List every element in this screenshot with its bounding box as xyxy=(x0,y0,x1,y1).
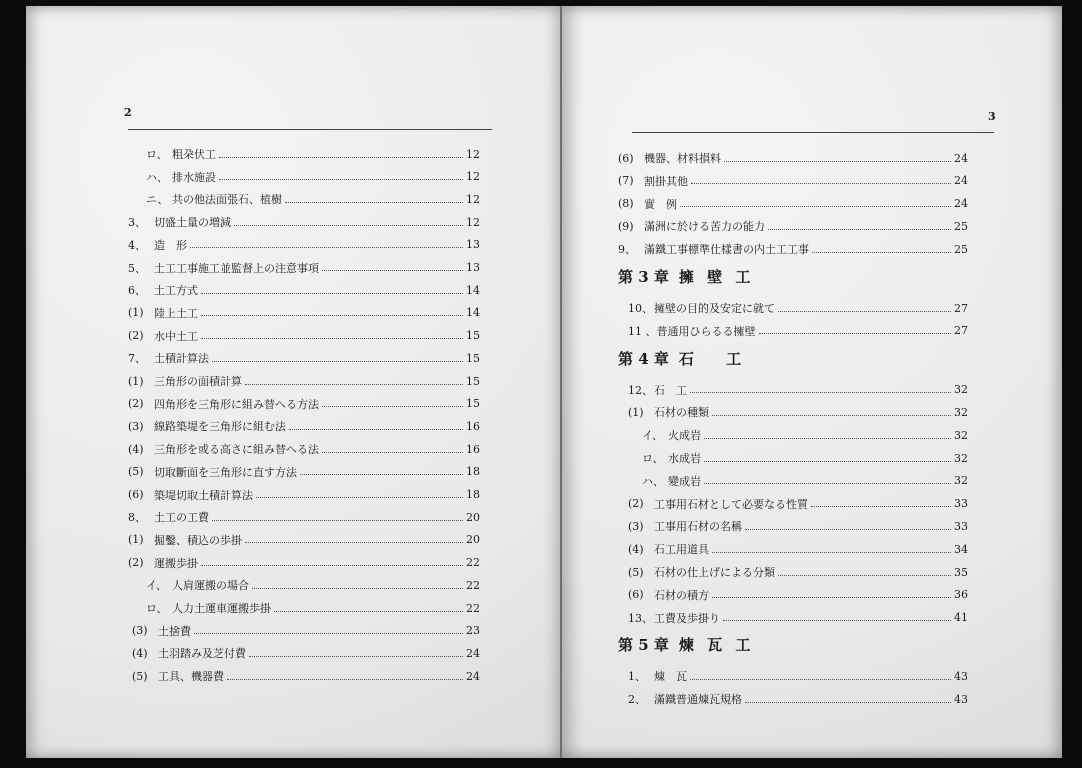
entry-number: (3) xyxy=(132,624,148,638)
toc-entry xyxy=(128,303,480,323)
toc-entry xyxy=(128,530,480,550)
toc-entry xyxy=(618,516,968,536)
left-page xyxy=(26,6,562,758)
entry-page: 15 xyxy=(466,397,480,411)
entry-title: 三角形を或る高さに組み替へる法 xyxy=(154,443,319,457)
entry-number: (5) xyxy=(132,669,148,683)
entry-page: 23 xyxy=(466,624,480,638)
entry-number: 2、 xyxy=(628,693,646,707)
leader-dots xyxy=(322,452,463,453)
leader-dots xyxy=(691,183,951,184)
leader-dots xyxy=(745,702,951,703)
leader-dots xyxy=(289,429,463,430)
right-page xyxy=(562,6,1062,758)
entry-title: 人肩運搬の場合 xyxy=(172,579,249,593)
entry-title: 工具、機器費 xyxy=(158,670,224,684)
leader-dots xyxy=(778,311,951,312)
toc-entry xyxy=(128,371,480,391)
toc-entry xyxy=(618,171,968,191)
entry-page: 12 xyxy=(466,215,480,229)
leader-dots xyxy=(256,497,463,498)
leader-dots xyxy=(201,315,463,316)
toc-entry xyxy=(128,416,480,436)
toc-entry xyxy=(618,448,968,468)
entry-number: (8) xyxy=(618,197,634,211)
entry-page: 24 xyxy=(954,151,968,165)
entry-title: 土羽踏み及芝付費 xyxy=(158,647,246,661)
entry-number: ハ、 xyxy=(146,170,168,184)
entry-title: 工事用石材の名稱 xyxy=(654,520,742,534)
leader-dots xyxy=(712,415,951,416)
entry-title: 石材の積方 xyxy=(654,588,709,602)
entry-page: 24 xyxy=(954,174,968,188)
leader-dots xyxy=(274,611,463,612)
entry-number: ロ、 xyxy=(146,148,168,161)
entry-title: 石 工 xyxy=(654,383,687,397)
entry-page: 32 xyxy=(954,383,968,397)
entry-page: 36 xyxy=(954,588,968,602)
entry-number: 12、 xyxy=(628,383,653,397)
leader-dots xyxy=(704,483,951,484)
leader-dots xyxy=(680,206,951,207)
entry-page: 25 xyxy=(954,242,968,256)
entry-title: 共の他法面張石、植樹 xyxy=(172,193,282,207)
entry-page: 13 xyxy=(466,261,480,274)
entry-number: (4) xyxy=(128,442,144,456)
entry-title: 切取斷面を三角形に直す方法 xyxy=(154,465,297,479)
leader-dots xyxy=(690,392,951,393)
entry-page: 24 xyxy=(954,197,968,211)
header-rule xyxy=(128,129,492,130)
entry-title: 工事用石材として必要なる性質 xyxy=(654,497,808,511)
leader-dots xyxy=(768,229,951,230)
toc-entry xyxy=(618,148,968,168)
entry-number: (2) xyxy=(128,329,144,343)
toc-entry xyxy=(618,562,968,582)
toc-entry xyxy=(618,666,968,686)
leader-dots xyxy=(812,252,951,253)
entry-page: 43 xyxy=(954,692,968,706)
entry-title: 粗朶伏工 xyxy=(172,148,216,161)
leader-dots xyxy=(322,406,463,407)
toc-entry xyxy=(618,585,968,605)
entry-number: (4) xyxy=(628,542,644,556)
toc-entry xyxy=(128,394,480,414)
leader-dots xyxy=(219,179,463,180)
toc-entry xyxy=(618,194,968,214)
leader-dots xyxy=(778,575,951,576)
toc-entry xyxy=(128,485,480,505)
entry-number: 7、 xyxy=(128,352,146,366)
chapter-title: 石 工 xyxy=(678,349,746,368)
entry-page: 34 xyxy=(954,542,968,556)
entry-page: 24 xyxy=(466,646,480,660)
entry-page: 24 xyxy=(466,669,480,683)
entry-page: 13 xyxy=(466,238,480,252)
toc-entry xyxy=(128,189,480,209)
entry-page: 15 xyxy=(466,374,480,388)
toc-entry xyxy=(128,326,480,346)
leader-dots xyxy=(712,552,951,553)
entry-page: 27 xyxy=(954,301,968,315)
toc-entry xyxy=(128,621,480,641)
entry-page: 27 xyxy=(954,324,968,338)
entry-number: イ、 xyxy=(146,579,168,593)
entry-title: 實 例 xyxy=(644,197,677,211)
entry-number: 9、 xyxy=(618,243,636,257)
entry-title: 滿鐵普通煉瓦規格 xyxy=(654,693,742,707)
entry-number: 1、 xyxy=(628,670,646,684)
entry-number: (6) xyxy=(628,588,644,602)
entry-page: 22 xyxy=(466,578,480,592)
leader-dots xyxy=(219,157,463,158)
entry-page: 32 xyxy=(954,451,968,465)
entry-page: 33 xyxy=(954,497,968,511)
entry-number: (9) xyxy=(618,219,634,233)
toc-entry xyxy=(128,507,480,527)
leader-dots xyxy=(724,161,951,162)
leader-dots xyxy=(227,679,463,680)
toc-entry xyxy=(128,439,480,459)
leader-dots xyxy=(245,542,463,543)
leader-dots xyxy=(300,474,463,475)
entry-title: 水成岩 xyxy=(668,452,701,465)
entry-number: 10、 xyxy=(628,302,653,315)
entry-page: 18 xyxy=(466,465,480,479)
toc-entry xyxy=(128,598,480,618)
entry-number: イ、 xyxy=(642,429,664,443)
entry-page: 20 xyxy=(466,510,480,524)
entry-number: (1) xyxy=(628,405,644,419)
leader-dots xyxy=(745,529,951,530)
entry-page: 16 xyxy=(466,419,480,433)
entry-title: 變成岩 xyxy=(668,474,701,488)
leader-dots xyxy=(245,384,463,385)
entry-page: 14 xyxy=(466,283,480,297)
chapter-title: 煉 瓦 工 xyxy=(678,636,755,655)
toc-entry xyxy=(128,144,480,164)
toc-entry xyxy=(618,689,968,709)
leader-dots xyxy=(712,597,951,598)
entry-number: ハ、 xyxy=(642,474,664,488)
entry-page: 20 xyxy=(466,533,480,547)
toc-entry xyxy=(618,321,968,341)
toc-entry xyxy=(128,462,480,482)
entry-number: ニ、 xyxy=(146,193,169,207)
toc-entry xyxy=(618,298,968,318)
entry-number: (7) xyxy=(618,174,634,188)
leader-dots xyxy=(704,438,951,439)
toc-entry xyxy=(618,494,968,514)
toc-entry xyxy=(618,608,968,628)
entry-number: ロ、 xyxy=(146,602,168,615)
entry-number: 13、 xyxy=(628,611,653,625)
entry-title: 割掛其他 xyxy=(644,174,688,188)
entry-number: (1) xyxy=(128,374,144,388)
leader-dots xyxy=(212,520,463,521)
chapter-label: 第 5 章 xyxy=(618,636,669,655)
entry-title: 石工用道具 xyxy=(654,543,709,557)
entry-page: 41 xyxy=(954,611,968,625)
entry-title: 土捨費 xyxy=(158,624,191,638)
leader-dots xyxy=(234,225,463,226)
entry-title: 造 形 xyxy=(154,238,187,252)
entry-page: 32 xyxy=(954,428,968,442)
entry-number: (2) xyxy=(128,556,144,570)
leader-dots xyxy=(811,506,951,507)
toc-entry xyxy=(128,235,480,255)
entry-title: 滿洲に於ける苦力の能力 xyxy=(644,220,765,234)
entry-number: (1) xyxy=(128,533,144,547)
leader-dots xyxy=(704,461,951,462)
entry-title: 水中土工 xyxy=(154,329,198,343)
leader-dots xyxy=(322,270,463,271)
entry-page: 15 xyxy=(466,329,480,343)
toc-entry xyxy=(128,212,480,232)
leader-dots xyxy=(723,620,951,621)
toc-entry xyxy=(128,258,480,278)
entry-page: 43 xyxy=(954,669,968,683)
toc-entry xyxy=(128,348,480,368)
chapter-title: 擁 壁 工 xyxy=(678,268,755,286)
entry-number: 4、 xyxy=(128,238,146,252)
entry-page: 32 xyxy=(954,405,968,419)
leader-dots xyxy=(190,247,463,248)
entry-number: (3) xyxy=(128,419,144,433)
entry-number: ロ、 xyxy=(642,452,664,465)
leader-dots xyxy=(201,565,463,566)
entry-number: 6、 xyxy=(128,284,146,298)
entry-title: 四角形を三角形に組み替へる方法 xyxy=(154,397,319,411)
entry-page: 22 xyxy=(466,556,480,570)
entry-number: 8、 xyxy=(128,511,146,525)
chapter-heading xyxy=(618,634,754,655)
entry-page: 12 xyxy=(466,147,480,161)
entry-page: 15 xyxy=(466,351,480,365)
entry-title: 土工の工費 xyxy=(154,511,209,525)
toc-entry xyxy=(618,216,968,236)
entry-number: (4) xyxy=(132,646,148,660)
entry-title: 擁壁の目的及安定に就て xyxy=(654,302,775,315)
entry-page: 25 xyxy=(954,219,968,233)
page-number: 3 xyxy=(988,110,996,123)
entry-number: 5、 xyxy=(128,261,146,275)
leader-dots xyxy=(285,202,463,203)
entry-number: (1) xyxy=(128,306,144,320)
entry-number: (6) xyxy=(128,488,144,501)
leader-dots xyxy=(690,679,951,680)
entry-number: (5) xyxy=(628,565,644,579)
toc-entry xyxy=(128,280,480,300)
leader-dots xyxy=(194,633,463,634)
entry-number: (6) xyxy=(618,151,634,165)
entry-page: 32 xyxy=(954,474,968,488)
toc-entry xyxy=(128,643,480,663)
entry-title: 線路築堤を三角形に組む法 xyxy=(154,420,286,434)
entry-title: 排水施設 xyxy=(172,170,216,184)
entry-number: 11 、 xyxy=(628,324,657,338)
leader-dots xyxy=(201,338,463,339)
entry-number: (2) xyxy=(628,497,644,511)
toc-entry xyxy=(618,239,968,259)
entry-title: 機器、材料損料 xyxy=(644,152,721,165)
entry-title: 土工方式 xyxy=(154,284,198,298)
toc-entry xyxy=(618,539,968,559)
entry-title: 掘鑿、積込の歩掛 xyxy=(154,533,242,547)
entry-title: 土積計算法 xyxy=(154,352,209,366)
toc-entry xyxy=(618,380,968,400)
toc-entry xyxy=(618,425,968,445)
entry-title: 人力土運車運搬歩掛 xyxy=(172,602,271,615)
leader-dots xyxy=(249,656,463,657)
entry-title: 火成岩 xyxy=(668,429,701,443)
entry-page: 16 xyxy=(466,442,480,456)
entry-title: 普通用ひらるる擁壁 xyxy=(656,324,756,338)
entry-title: 石材の仕上げによる分類 xyxy=(654,566,775,579)
entry-page: 35 xyxy=(954,565,968,579)
entry-number: (2) xyxy=(128,397,144,411)
leader-dots xyxy=(759,333,952,334)
entry-title: 三角形の面積計算 xyxy=(154,375,242,388)
page-number: 2 xyxy=(124,106,132,119)
entry-title: 滿鐵工事標準仕樣書の内土工工事 xyxy=(644,243,809,257)
entry-title: 築堤切取土積計算法 xyxy=(154,488,253,502)
toc-entry xyxy=(618,402,968,422)
entry-page: 33 xyxy=(954,519,968,533)
toc-entry xyxy=(128,553,480,573)
entry-page: 18 xyxy=(466,488,480,501)
entry-number: (5) xyxy=(128,465,144,479)
chapter-label: 第 4 章 xyxy=(618,349,669,368)
entry-title: 土工工事施工並監督上の注意事項 xyxy=(154,261,319,275)
header-rule xyxy=(632,132,994,133)
entry-page: 14 xyxy=(466,306,480,320)
entry-title: 切盛土量の増減 xyxy=(154,216,231,230)
entry-title: 陸上土工 xyxy=(154,306,198,320)
leader-dots xyxy=(212,361,463,362)
entry-page: 12 xyxy=(466,170,480,184)
chapter-label: 第 3 章 xyxy=(618,268,669,286)
toc-entry xyxy=(128,575,480,595)
entry-title: 運搬歩掛 xyxy=(154,556,198,570)
entry-title: 石材の種類 xyxy=(654,406,709,420)
entry-page: 22 xyxy=(466,601,480,615)
entry-title: 工費及歩掛り xyxy=(654,611,720,625)
entry-page: 12 xyxy=(466,192,480,206)
chapter-heading xyxy=(618,348,745,369)
entry-number: 3、 xyxy=(128,216,146,230)
toc-entry xyxy=(128,167,480,187)
toc-entry xyxy=(128,666,480,686)
toc-entry xyxy=(618,471,968,491)
leader-dots xyxy=(201,293,463,294)
chapter-heading xyxy=(618,266,754,287)
entry-number: (3) xyxy=(628,519,644,533)
entry-title: 煉 瓦 xyxy=(654,670,687,684)
leader-dots xyxy=(252,588,463,589)
